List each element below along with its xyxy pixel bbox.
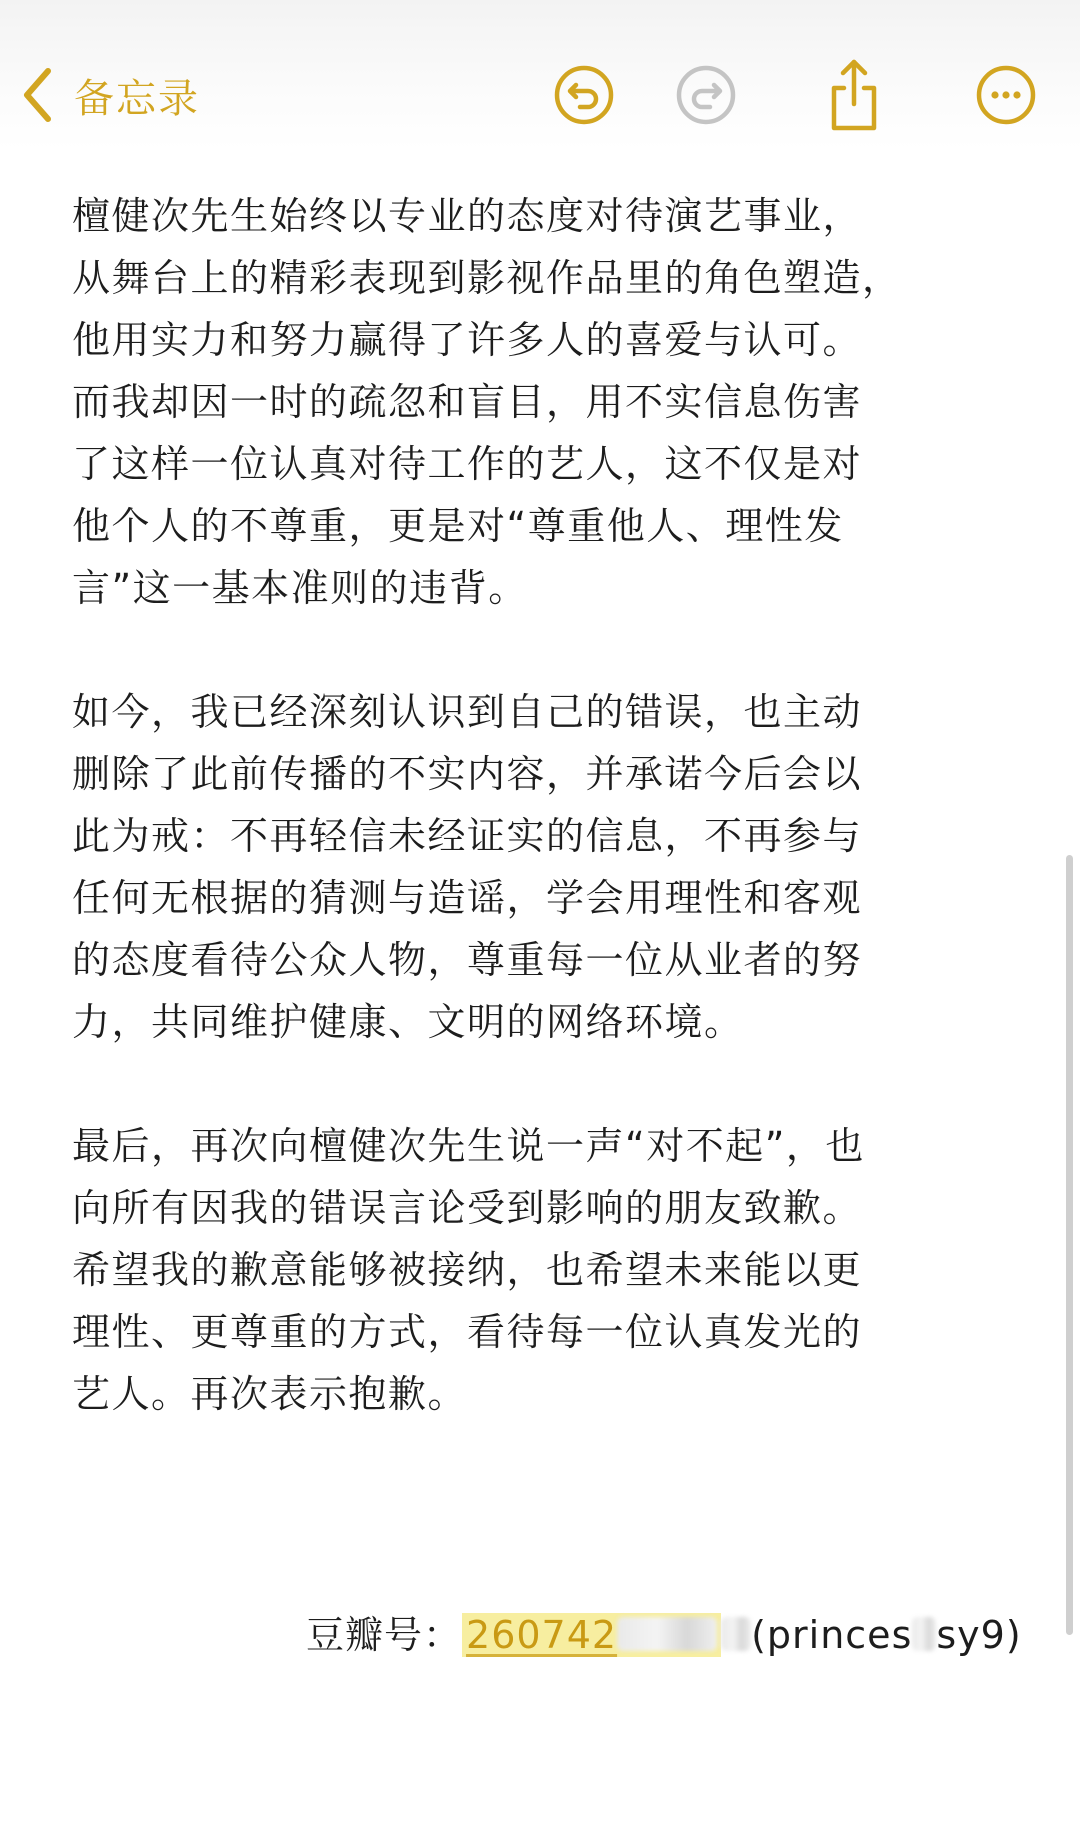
undo-icon[interactable]	[552, 63, 616, 127]
note-body[interactable]	[72, 185, 1012, 1425]
chevron-left-icon	[22, 67, 52, 123]
douban-name-open: (	[751, 1613, 767, 1657]
note-toolbar	[0, 40, 1080, 150]
redacted-space	[721, 1617, 751, 1651]
share-icon[interactable]	[822, 58, 886, 122]
note-paragraph-1: 檀健次先生始终以专业的态度对待演艺事业， 从舞台上的精彩表现到影视作品里的角色塑造， 他用实力和努力赢得了许多人的喜爱与认可。 而我却因一时的疏忽和盲目，用不实信息伤害 了这样一位认真对待工作的艺人，这不仅是对 他个人的不尊重，更是对“尊重他人、理性发 言”这一基本准则的违背。	[72, 194, 902, 610]
bottom-area	[0, 1770, 1080, 1846]
redacted-digits	[617, 1617, 717, 1651]
note-paragraph-3: 最后，再次向檀健次先生说一声“对不起”，也 向所有因我的错误言论受到影响的朋友致歉。 希望我的歉意能够被接纳，也希望未来能以更 理性、更尊重的方式，看待每一位认真发光的 艺人。再次表示抱歉。	[72, 1124, 865, 1416]
back-label: 备忘录	[74, 75, 200, 122]
note-paragraph-2: 如今，我已经深刻认识到自己的错误，也主动 删除了此前传播的不实内容，并承诺今后会以 此为戒：不再轻信未经证实的信息，不再参与 任何无根据的猜测与造谣，学会用理性和客观 的态度看待公众人物，尊重每一位从业者的努 力，共同维护健康、文明的网络环境。	[72, 690, 863, 1044]
douban-prefix: 豆瓣号：	[306, 1613, 463, 1657]
douban-name-part1: princes	[766, 1613, 913, 1657]
douban-id-link[interactable]	[462, 1613, 721, 1657]
douban-id: 260742	[466, 1613, 618, 1657]
scrollbar[interactable]	[1066, 855, 1073, 1635]
douban-signature	[306, 1604, 1022, 1666]
redo-icon[interactable]	[674, 63, 738, 127]
more-icon[interactable]	[974, 63, 1038, 127]
douban-name-part2: sy9)	[936, 1613, 1022, 1657]
redacted-char	[912, 1617, 936, 1651]
back-button[interactable]	[22, 62, 200, 128]
